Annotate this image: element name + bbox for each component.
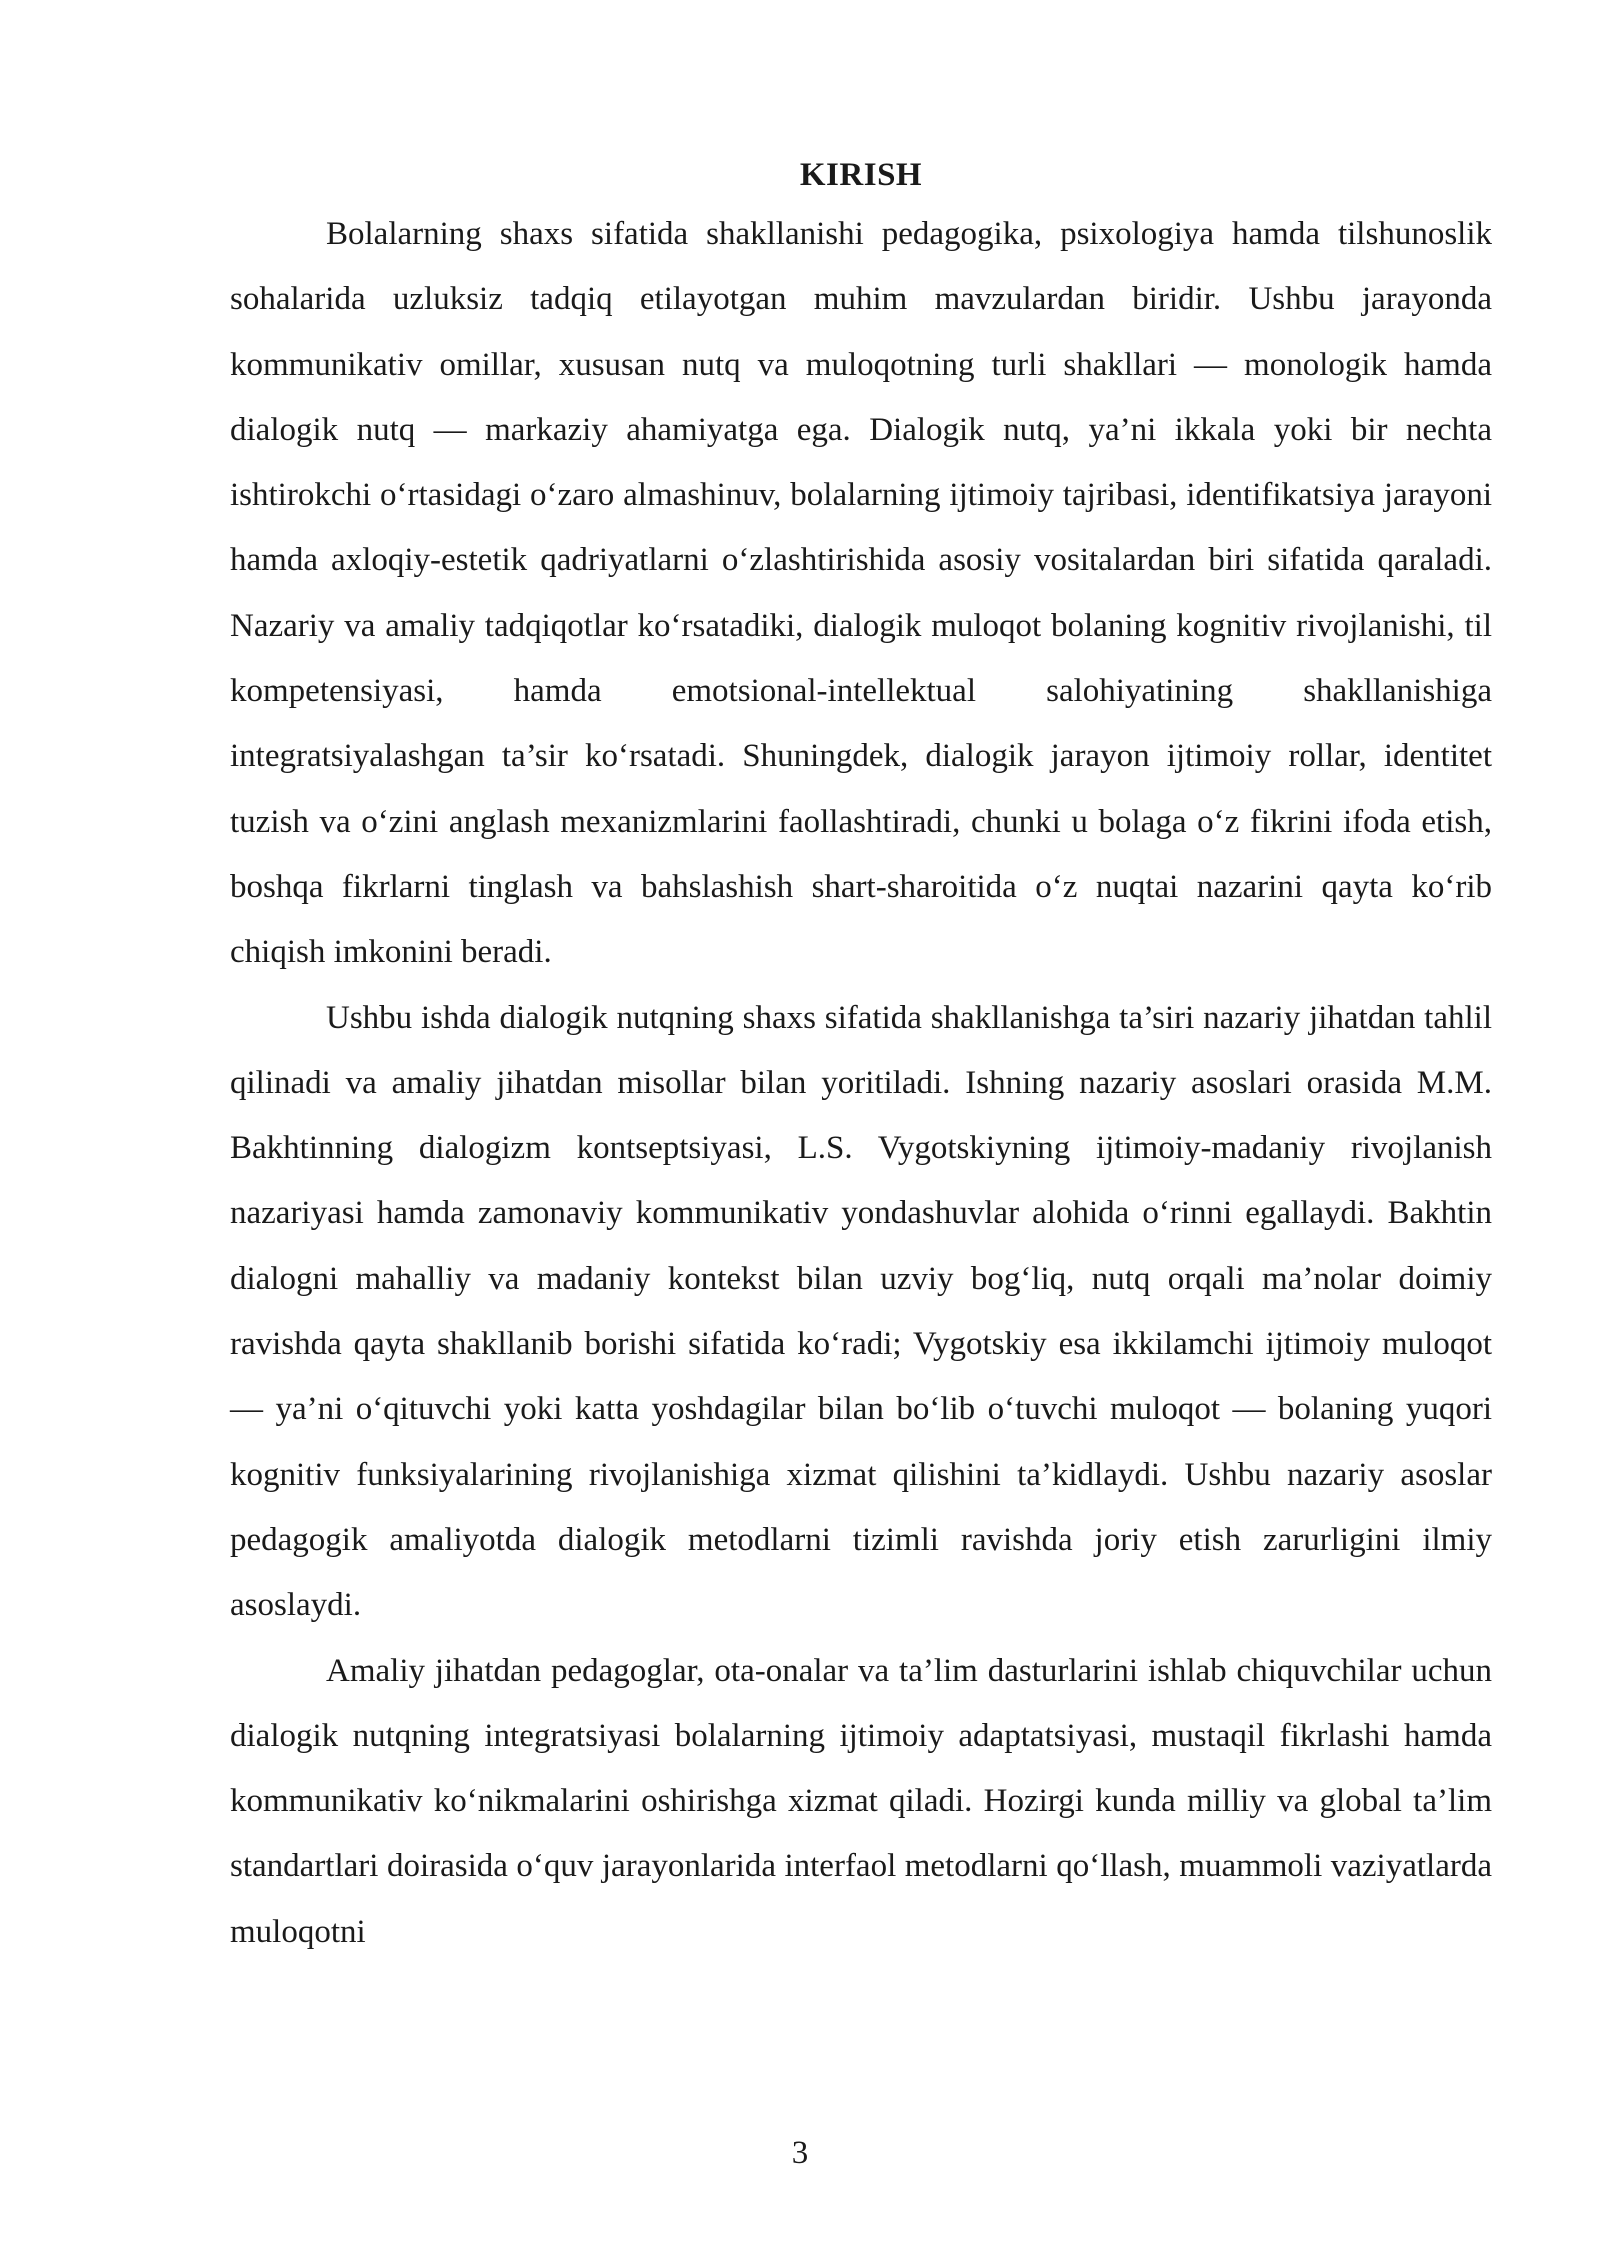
page-number: 3 (791, 2135, 809, 2171)
page-content (230, 150, 1492, 1965)
paragraph-2: Ushbu ishda dialogik nutqning shaxs sifatida shakllanishga ta’siri nazariy jihatdan tahlil qilinadi va amaliy jihatdan misollar bilan yoritiladi. Ishning nazariy asoslari orasida M.M. Bakhtinning dialogizm kontseptsiyasi, L.S. Vygotskiyning ijtimoiy-madaniy rivojlanish nazariyasi hamda zamonaviy kommunikativ yondashuvlar alohida oʻrinni egallaydi. Bakhtin dialogni mahalliy va madaniy kontekst bilan uzviy bogʻliq, nutq orqali ma’nolar doimiy ravishda qayta shakllanib borishi sifatida koʻradi; Vygotskiy esa ikkilamchi ijtimoiy muloqot — ya’ni oʻqituvchi yoki katta yoshdagilar bilan boʻlib oʻtuvchi muloqot — bolaning yuqori kognitiv funksiyalarining rivojlanishiga xizmat qilishini ta’kidlaydi. Ushbu nazariy asoslar pedagogik amaliyotda dialogik metodlarni tizimli ravishda joriy etish zarurligini ilmiy asoslaydi. (230, 999, 1492, 1624)
paragraph-1: Bolalarning shaxs sifatida shakllanishi pedagogika, psixologiya hamda tilshunoslik sohalarida uzluksiz tadqiq etilayotgan muhim mavzulardan biridir. Ushbu jarayonda kommunikativ omillar, xususan nutq va muloqotning turli shakllari — monologik hamda dialogik nutq — markaziy ahamiyatga ega. Dialogik nutq, ya’ni ikkala yoki bir nechta ishtirokchi oʻrtasidagi oʻzaro almashinuv, bolalarning ijtimoiy tajribasi, identifikatsiya jarayoni hamda axloqiy-estetik qadriyatlarni oʻzlashtirishida asosiy vositalardan biri sifatida qaraladi. Nazariy va amaliy tadqiqotlar koʻrsatadiki, dialogik muloqot bolaning kognitiv rivojlanishi, til kompetensiyasi, hamda emotsional-intellektual salohiyatining shakllanishiga integratsiyalashgan ta’sir koʻrsatadi. Shuningdek, dialogik jarayon ijtimoiy rollar, identitet tuzish va oʻzini anglash mexanizmlarini faollashtiradi, chunki u bolaga oʻz fikrini ifoda etish, boshqa fikrlarni tinglash va bahslashish shart-sharoitida oʻz nuqtai nazarini qayta koʻrib chiqish imkonini beradi. (230, 216, 1492, 971)
paragraph-3: Amaliy jihatdan pedagoglar, ota-onalar va ta’lim dasturlarini ishlab chiquvchilar uchun dialogik nutqning integratsiyasi bolalarning ijtimoiy adaptatsiyasi, mustaqil fikrlashi hamda kommunikativ koʻnikmalarini oshirishga xizmat qiladi. Hozirgi kunda milliy va global ta’lim standartlari doirasida oʻquv jarayonlarida interfaol metodlarni qoʻllash, muammoli vaziyatlarda muloqotni (230, 1652, 1492, 1950)
section-title: KIRISH (799, 157, 923, 193)
